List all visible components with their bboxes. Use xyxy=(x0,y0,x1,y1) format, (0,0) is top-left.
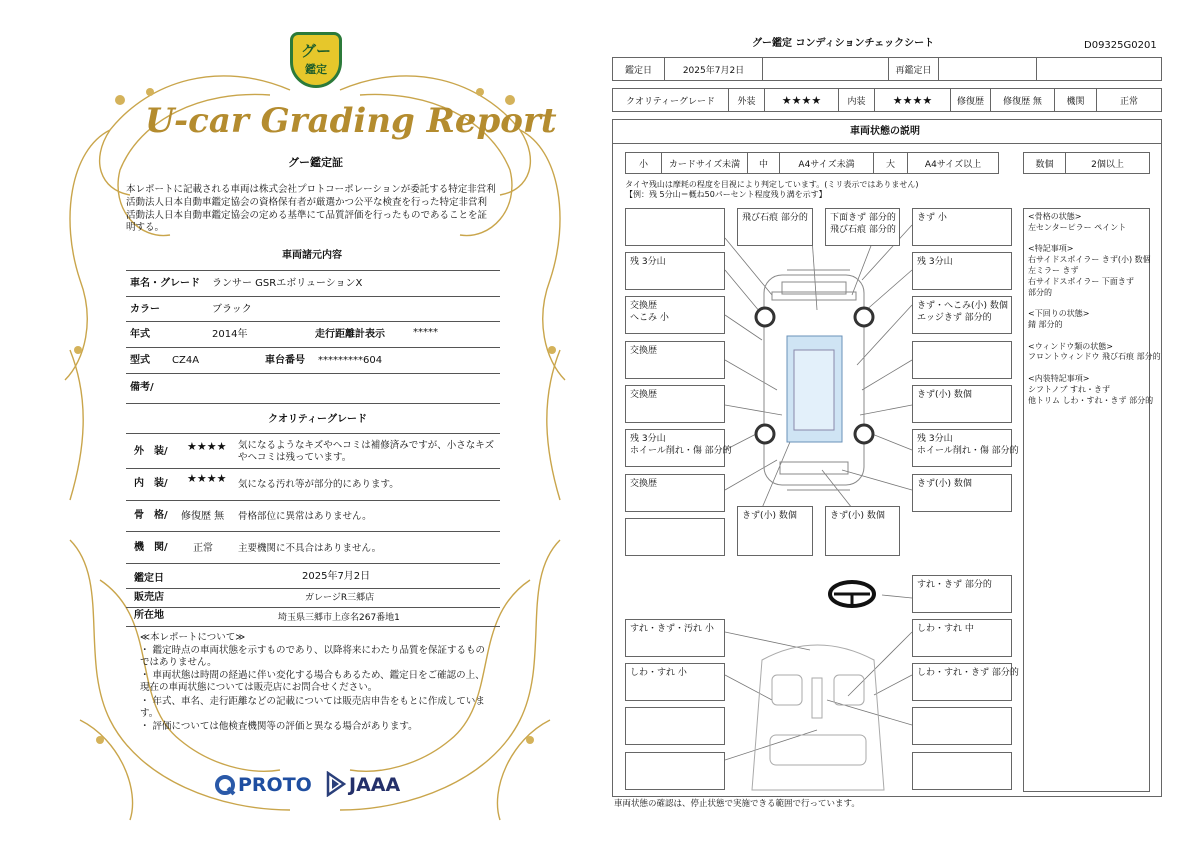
grade-row-engine-value: 正常 xyxy=(1119,96,1138,107)
address-value: 埼玉県三郷市上彦名267番地1 xyxy=(278,613,400,623)
tire-note-2: 【例：残 5分山＝概ね50パーセント程度残り溝を示す】 xyxy=(625,190,827,199)
spec-mileage-value: ***** xyxy=(413,327,438,338)
proto-logo-text: PROTO xyxy=(238,774,312,796)
spec-chassis-label: 車台番号 xyxy=(265,355,305,366)
date-value: 2025年7月2日 xyxy=(682,65,745,76)
cond-box-left-3: 交換歴 xyxy=(625,341,725,379)
grade-row-repair-value: 修復歴 無 xyxy=(1003,96,1042,107)
side-note-line: 錆 部分的 xyxy=(1028,319,1063,329)
legend-large: 大 xyxy=(885,159,895,170)
date-label: 鑑定日 xyxy=(624,65,652,76)
spec-name-label: 車名・グレード xyxy=(130,278,200,289)
spec-color-value: ブラック xyxy=(212,304,252,315)
note-2: ・ 車両状態は時間の経過に伴い変化する場合もあるため、鑑定日をご確認の上、現在の車両状態については販売店にお問合せください。 xyxy=(140,670,485,694)
grade-int-desc: 気になる汚れ等が部分的にあります。 xyxy=(238,479,399,490)
side-note-line: 右サイドスポイラー 下面きず xyxy=(1028,276,1134,286)
cond-box-right-5: 残 3分山 ホイール削れ・傷 部分的 xyxy=(912,429,1012,467)
grade-int-stars: ★★★★ xyxy=(187,472,227,485)
legend-small: 小 xyxy=(638,159,648,170)
side-note-line: 部分的 xyxy=(1028,287,1052,297)
sheet-footer: 車両状態の確認は、停止状態で実施できる範囲で行っています。 xyxy=(614,799,860,809)
cond-box-right-2: きず・へこみ(小) 数個 エッジきず 部分的 xyxy=(912,296,1012,334)
side-notes-panel xyxy=(1023,208,1161,792)
grade-row-int-value: ★★★★ xyxy=(892,93,933,107)
grade-row-engine-label: 機関 xyxy=(1066,96,1085,107)
cond-box-top-3: 下面きず 部分的 飛び石痕 部分的 xyxy=(825,208,900,246)
sheet-title: グー鑑定 コンディションチェックシート xyxy=(752,38,935,49)
cond-box-bottom-3: きず(小) 数個 xyxy=(825,506,900,556)
grade-engine-value: 正常 xyxy=(193,543,213,554)
proto-logo-icon xyxy=(214,774,236,796)
spec-color-label: カラー xyxy=(130,304,160,315)
badge-line2: 鑑定 xyxy=(305,63,327,76)
cond-box-interior-right-3 xyxy=(912,707,1012,745)
grade-engine-desc: 主要機関に不具合はありません。 xyxy=(238,543,382,554)
legend-small-desc: カードサイズ未満 xyxy=(668,159,741,170)
cond-box-interior-left-2: しわ・すれ 小 xyxy=(625,663,725,701)
cond-box-right-6: きず(小) 数個 xyxy=(912,474,1012,512)
side-note-line xyxy=(1028,234,1145,245)
note-4: ・ 評価については他検査機関等の評価と異なる場合があります。 xyxy=(140,721,418,732)
note-3: ・ 年式、車名、走行距離などの記載については販売店申告をもとに作成しています。 xyxy=(140,696,485,720)
size-legend xyxy=(625,152,999,174)
grade-row-int-label: 内装 xyxy=(847,96,866,107)
grade-frame-label: 骨 格/ xyxy=(134,510,168,521)
spec-year-label: 年式 xyxy=(130,329,150,340)
legend-count: 数個 xyxy=(1035,159,1054,170)
side-note-line: <内装特記事項> xyxy=(1028,373,1090,383)
cond-box-left-1: 残 3分山 xyxy=(625,252,725,290)
grade-ext-stars: ★★★★ xyxy=(187,440,227,453)
side-note-line: <下回りの状態> xyxy=(1028,309,1090,319)
note-1: ・ 鑑定時点の車両状態を示すものであり、以降将来にわたり品質を保証するものではありません。 xyxy=(140,645,486,669)
tire-note-1: タイヤ残山は摩耗の程度を目視により判定しています。(ミリ表示ではありません) xyxy=(625,180,919,189)
desc-heading: 車両状態の説明 xyxy=(850,126,920,137)
cond-box-interior-right-1: しわ・すれ 中 xyxy=(912,619,1012,657)
grade-row-repair-label: 修復歴 xyxy=(956,96,984,107)
cond-box-top-1 xyxy=(625,208,725,246)
spec-chassis-value: *********604 xyxy=(318,355,383,366)
redate-label: 再鑑定日 xyxy=(895,65,932,76)
cond-box-top-4: きず 小 xyxy=(912,208,1012,246)
grade-ext-label: 外 装/ xyxy=(134,446,168,457)
grade-ext-desc: 気になるようなキズやヘコミは補修済みですが、小さなキズやヘコミは残っています。 xyxy=(238,440,495,463)
cert-date-value: 2025年7月2日 xyxy=(302,571,371,582)
legend-medium-desc: A4サイズ未満 xyxy=(798,159,855,170)
count-legend xyxy=(1023,152,1150,174)
badge-line1: グー xyxy=(300,42,331,60)
grade-int-label: 内 装/ xyxy=(134,478,168,489)
side-note-line: 右サイドスポイラー きず(小) 数個 xyxy=(1028,255,1151,265)
side-note-line: <特記事項> xyxy=(1028,244,1074,254)
notes-heading: ≪本レポートについて≫ xyxy=(140,632,246,643)
cond-box-interior-left-1: すれ・きず・汚れ 小 xyxy=(625,619,725,657)
cond-box-right-1: 残 3分山 xyxy=(912,252,1012,290)
grade-row-ext-label: 外装 xyxy=(737,96,756,107)
jaaa-logo-text: JAAA xyxy=(349,774,401,796)
spec-heading: 車両諸元内容 xyxy=(282,250,342,261)
spec-model-label: 型式 xyxy=(130,355,150,366)
cond-box-interior-right-2: しわ・すれ・きず 部分的 xyxy=(912,663,1012,701)
side-note-line: シフトノブ すれ・きず xyxy=(1028,384,1111,394)
cond-box-right-3 xyxy=(912,341,1012,379)
grade-heading: クオリティーグレード xyxy=(268,414,367,425)
side-note-line: フロントウィンドウ 飛び石痕 部分的 xyxy=(1028,352,1161,362)
dealer-label: 販売店 xyxy=(134,592,164,603)
cond-box-bottom-1 xyxy=(625,518,725,556)
side-note-line: 左ミラー きず xyxy=(1028,265,1079,275)
legend-medium: 中 xyxy=(758,159,768,170)
side-note-line xyxy=(1028,298,1145,309)
sheet-code: D09325G0201 xyxy=(1084,40,1157,51)
cond-box-left-2: 交換歴 へこみ 小 xyxy=(625,296,725,334)
jaaa-logo-icon xyxy=(326,771,346,797)
side-note-line: <骨格の状態> xyxy=(1028,212,1082,221)
legend-count-desc: 2個以上 xyxy=(1091,159,1124,170)
dealer-value: ガレージR三郷店 xyxy=(305,593,375,603)
side-note-line: <ウィンドウ類の状態> xyxy=(1028,341,1113,351)
side-note-line: 左センターピラー ペイント xyxy=(1028,222,1127,232)
cert-date-label: 鑑定日 xyxy=(134,573,164,584)
spec-name-value: ランサー GSRエボリューションX xyxy=(212,278,363,289)
cond-box-interior-left-4 xyxy=(625,752,725,790)
certificate-subtitle: グー鑑定証 xyxy=(288,156,343,169)
cond-box-steering: すれ・きず 部分的 xyxy=(912,575,1012,613)
grading-badge xyxy=(290,32,342,88)
cond-box-left-4: 交換歴 xyxy=(625,385,725,423)
side-note-line xyxy=(1028,331,1145,342)
side-note-line xyxy=(1028,363,1145,374)
cond-box-left-6: 交換歴 xyxy=(625,474,725,512)
grade-row-label: クオリティーグレード xyxy=(625,96,716,107)
cond-box-right-4: きず(小) 数個 xyxy=(912,385,1012,423)
cond-box-interior-right-4 xyxy=(912,752,1012,790)
report-title: U-car Grading Report xyxy=(145,101,557,141)
grade-engine-label: 機 関/ xyxy=(134,542,168,553)
spec-model-value: CZ4A xyxy=(172,355,200,366)
spec-mileage-label: 走行距離計表示 xyxy=(315,329,385,340)
spec-year-value: 2014年 xyxy=(212,329,248,340)
grade-frame-desc: 骨格部位に異常はありません。 xyxy=(238,511,372,522)
cond-box-left-5: 残 3分山 ホイール削れ・傷 部分的 xyxy=(625,429,725,467)
address-label: 所在地 xyxy=(134,610,164,621)
certificate-intro: 本レポートに記載される車両は株式会社プロトコーポレーションが委託する特定非営利活動法人日本自動車鑑定協会の資格保有者が厳選かつ公平な検査を行った特定非営利活動法人日本自動車鑑定協会の定める基準にて品質評価を行ったものであることを証明する。 xyxy=(126,184,496,234)
cond-box-interior-left-3 xyxy=(625,707,725,745)
grade-frame-value: 修復歴 無 xyxy=(181,511,225,522)
side-note-line: 他トリム しわ・すれ・きず 部分的 xyxy=(1028,395,1154,405)
cond-box-bottom-2: きず(小) 数個 xyxy=(737,506,813,556)
date-row xyxy=(612,57,1162,81)
cond-box-top-2: 飛び石痕 部分的 xyxy=(737,208,813,246)
grade-row-ext-value: ★★★★ xyxy=(781,93,822,107)
spec-remarks-label: 備考/ xyxy=(130,382,154,393)
grade-row xyxy=(612,88,1162,112)
legend-large-desc: A4サイズ以上 xyxy=(924,159,982,170)
